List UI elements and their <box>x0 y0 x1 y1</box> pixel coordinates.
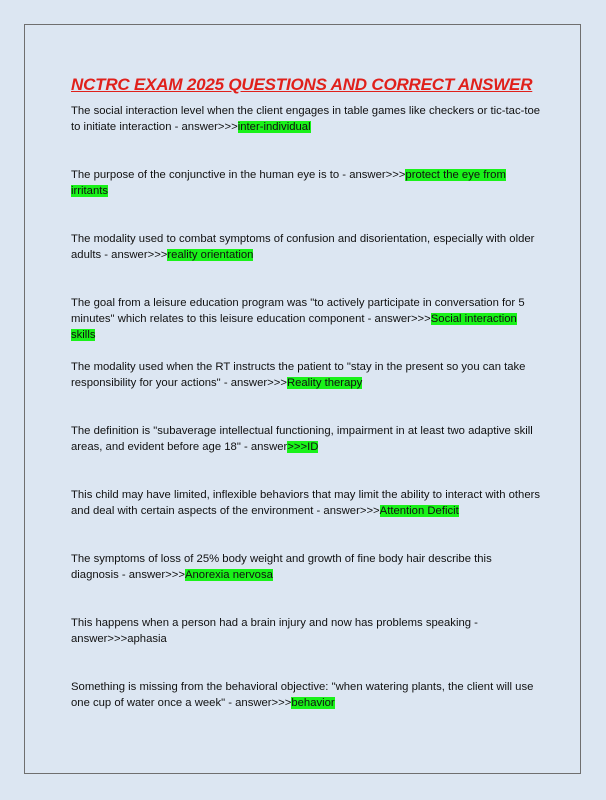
answer-text: Anorexia nervosa <box>184 569 273 581</box>
qa-item <box>71 231 541 263</box>
answer-text: behavior <box>291 697 335 709</box>
question-text: The purpose of the conjunctive in the human eye is to - answer>>> <box>71 169 406 181</box>
answer-text: protect the eye from irritants <box>71 169 506 197</box>
question-text: The social interaction level when the client engages in table games like checkers or tic-tac-toe to initiate interaction - answer>>> <box>71 105 541 133</box>
qa-item <box>71 487 541 519</box>
qa-item <box>71 295 541 341</box>
qa-item <box>71 551 541 583</box>
document-title: NCTRC EXAM 2025 QUESTIONS AND CORRECT ANSWER <box>71 75 533 94</box>
question-text: The definition is "subaverage intellectual functioning, impairment in at least two adaptive skill areas, and evident before age 18" - answer <box>71 425 533 453</box>
qa-list <box>71 103 541 711</box>
qa-item <box>71 615 541 647</box>
question-text: The modality used when the RT instructs the patient to "stay in the present so you can take responsibility for your actions" - answer>>> <box>71 361 526 389</box>
answer-text: aphasia <box>127 633 167 645</box>
question-text: The goal from a leisure education program was "to actively participate in conversation for 5 minutes" which relates to this leisure education component - answer>>> <box>71 297 525 325</box>
answer-text: Reality therapy <box>286 377 363 389</box>
answer-text: >>>ID <box>287 441 319 453</box>
answer-text: Social interaction skills <box>71 313 517 341</box>
answer-text: inter-individual <box>237 121 311 133</box>
question-text: The symptoms of loss of 25% body weight and growth of fine body hair describe this diagnosis - answer>>> <box>71 553 492 581</box>
qa-item <box>71 167 541 199</box>
question-text: Something is missing from the behavioral objective: "when watering plants, the client will use one cup of water once a week" - answer>>> <box>71 681 534 709</box>
question-text: The modality used to combat symptoms of confusion and disorientation, especially with older adults - answer>>> <box>71 233 535 261</box>
question-text: This child may have limited, inflexible behaviors that may limit the ability to interact with others and deal with certain aspects of the environment - answer>>> <box>71 489 541 517</box>
answer-text: Attention Deficit <box>379 505 459 517</box>
qa-item <box>71 359 541 391</box>
qa-item <box>71 423 541 455</box>
qa-item <box>71 679 541 711</box>
document-content <box>71 74 541 743</box>
answer-text: reality orientation <box>167 249 254 261</box>
question-text: This happens when a person had a brain injury and now has problems speaking - answer>>> <box>71 617 478 645</box>
qa-item <box>71 103 541 135</box>
